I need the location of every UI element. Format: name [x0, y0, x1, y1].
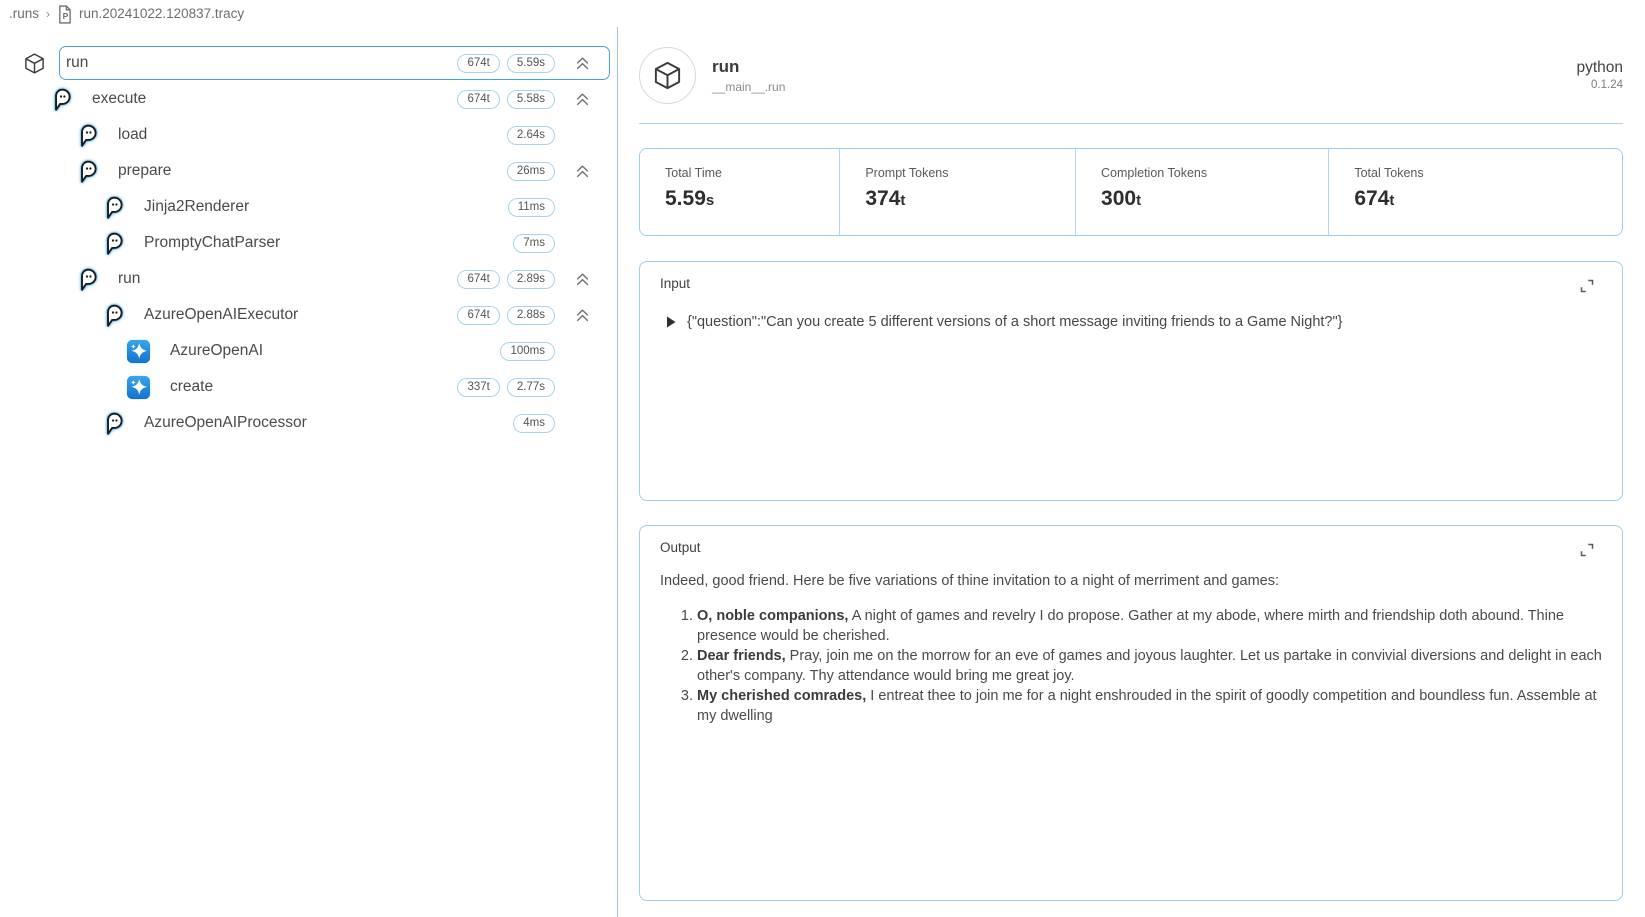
expand-output-button[interactable] — [1576, 539, 1598, 561]
expand-input-button[interactable] — [1576, 275, 1598, 297]
time-badge: 2.89s — [507, 270, 555, 289]
metric-label: Total Time — [665, 166, 722, 180]
tree-row[interactable] — [0, 117, 610, 153]
span-avatar — [639, 47, 696, 104]
tokens-badge: 674t — [457, 306, 499, 325]
output-list — [660, 606, 1602, 726]
tree-row-icon — [73, 266, 99, 292]
prompty-icon — [100, 303, 125, 328]
prompty-icon — [100, 411, 125, 436]
prompty-icon — [100, 231, 125, 256]
time-badge: 11ms — [508, 198, 555, 217]
detail-header — [639, 27, 1623, 124]
metric-value: 674t — [1354, 187, 1395, 210]
time-badge: 2.88s — [507, 306, 555, 325]
expand-icon — [1577, 276, 1597, 296]
metric-cell — [640, 149, 839, 235]
time-badge: 100ms — [500, 342, 555, 361]
tree-row-label: run — [118, 270, 141, 287]
tree-row-icon — [47, 86, 73, 112]
tree-row-label: execute — [92, 90, 147, 107]
prompty-icon — [74, 123, 99, 148]
tree-row-icon — [99, 410, 125, 436]
time-badge: 2.64s — [507, 126, 555, 145]
tree-row-label: Jinja2Renderer — [144, 198, 250, 215]
input-title: Input — [660, 276, 691, 291]
tree-row-icon — [21, 50, 47, 76]
collapse-button[interactable] — [568, 91, 596, 108]
collapse-button[interactable] — [568, 271, 596, 288]
cube-icon — [652, 60, 683, 91]
metric-label: Total Tokens — [1354, 166, 1424, 180]
breadcrumb-file[interactable]: run.20241022.120837.tracy — [79, 6, 245, 21]
tree-row-label: prepare — [118, 162, 172, 179]
span-detail-panel — [617, 27, 1645, 917]
output-list-item: 1. O, noble companions, A night of games and revelry I do propose. Gather at my abode, where mirth and friendship doth abound. Thine presence would be cherished. — [697, 606, 1602, 646]
azure-sparkle-icon — [126, 375, 151, 400]
tree-row[interactable] — [0, 189, 610, 225]
tree-row-label: PromptyChatParser — [144, 234, 281, 251]
collapse-chevrons-icon — [574, 271, 591, 288]
tree-row-icon — [73, 122, 99, 148]
metric-label: Prompt Tokens — [865, 166, 949, 180]
tokens-badge: 674t — [457, 270, 499, 289]
breadcrumb-folder[interactable]: .runs — [9, 6, 40, 21]
output-list-item: 2. Dear friends, Pray, join me on the morrow for an eve of games and joyous laughter. Let us partake in convivial diversions and delight in each other's company. Thy attendance would bring me great joy. — [697, 646, 1602, 686]
tree-row-icon — [99, 302, 125, 328]
tree-row-icon — [99, 230, 125, 256]
prompty-icon — [74, 159, 99, 184]
collapse-chevrons-icon — [574, 55, 591, 72]
tree-row-icon — [99, 194, 125, 220]
span-tree — [0, 45, 610, 441]
trace-tree-panel — [0, 27, 617, 917]
collapse-chevrons-icon — [574, 91, 591, 108]
time-badge: 5.58s — [507, 90, 555, 109]
svg-text:P: P — [62, 10, 69, 21]
expand-icon — [1577, 540, 1597, 560]
metric-cell — [839, 149, 1075, 235]
time-badge: 7ms — [513, 234, 555, 253]
tree-row[interactable] — [0, 45, 610, 81]
tree-row[interactable] — [0, 405, 610, 441]
output-intro: Indeed, good friend. Here be five variations of thine invitation to a night of merriment and games: — [660, 573, 1280, 589]
tree-row[interactable] — [0, 297, 610, 333]
metric-cell — [1328, 149, 1622, 235]
cube-icon — [23, 52, 46, 75]
tree-row[interactable] — [0, 369, 610, 405]
tree-row-icon — [125, 374, 151, 400]
runtime-name: python — [1576, 59, 1623, 76]
input-section — [639, 261, 1623, 501]
output-title: Output — [660, 540, 701, 555]
time-badge: 4ms — [513, 414, 555, 433]
time-badge: 26ms — [507, 162, 555, 181]
span-subtitle: __main__.run — [712, 79, 786, 94]
breadcrumb-separator-icon: › — [46, 6, 51, 21]
json-disclosure-toggle[interactable] — [667, 316, 676, 328]
collapse-button[interactable] — [568, 307, 596, 324]
output-list-item: 3. My cherished comrades, I entreat thee to join me for a night enshrouded in the spirit of goodly competition and boundless fun. Assemble at my dwelling — [697, 686, 1602, 726]
tree-row-label: AzureOpenAI — [170, 342, 264, 359]
prompty-icon — [48, 87, 73, 112]
collapse-button[interactable] — [568, 163, 596, 180]
span-title: run — [712, 56, 740, 76]
output-section — [639, 525, 1623, 901]
tree-row[interactable] — [0, 261, 610, 297]
tree-row-label: AzureOpenAIProcessor — [144, 414, 307, 431]
metric-value: 300t — [1101, 187, 1142, 210]
metric-value: 5.59s — [665, 187, 715, 210]
tree-row-icon — [125, 338, 151, 364]
tokens-badge: 337t — [457, 378, 499, 397]
collapse-chevrons-icon — [574, 307, 591, 324]
tree-row[interactable] — [0, 333, 610, 369]
runtime-version: 0.1.24 — [1591, 79, 1623, 91]
metric-value: 374t — [865, 187, 906, 210]
time-badge: 5.59s — [507, 54, 555, 73]
tree-row-icon — [73, 158, 99, 184]
prompty-icon — [100, 195, 125, 220]
tree-row[interactable] — [0, 153, 610, 189]
tokens-badge: 674t — [457, 90, 499, 109]
collapse-chevrons-icon — [574, 163, 591, 180]
tree-row-label: AzureOpenAIExecutor — [144, 306, 299, 323]
tree-row[interactable] — [0, 81, 610, 117]
metrics-bar — [639, 148, 1623, 236]
tree-row-label: load — [118, 126, 148, 143]
time-badge: 2.77s — [507, 378, 555, 397]
tree-row[interactable] — [0, 225, 610, 261]
input-json: {"question":"Can you create 5 different versions of a short message inviting friends to a Game Night?"} — [687, 314, 1343, 330]
metric-label: Completion Tokens — [1101, 166, 1208, 180]
triangle-right-icon — [667, 316, 676, 328]
tokens-badge: 674t — [457, 54, 499, 73]
collapse-button[interactable] — [568, 55, 596, 72]
breadcrumb — [0, 0, 1645, 27]
prompty-icon — [74, 267, 99, 292]
tree-row-label: run — [66, 54, 89, 71]
tracy-file-icon — [57, 5, 72, 24]
metric-cell — [1075, 149, 1328, 235]
tree-row-label: create — [170, 378, 214, 395]
azure-sparkle-icon — [126, 339, 151, 364]
